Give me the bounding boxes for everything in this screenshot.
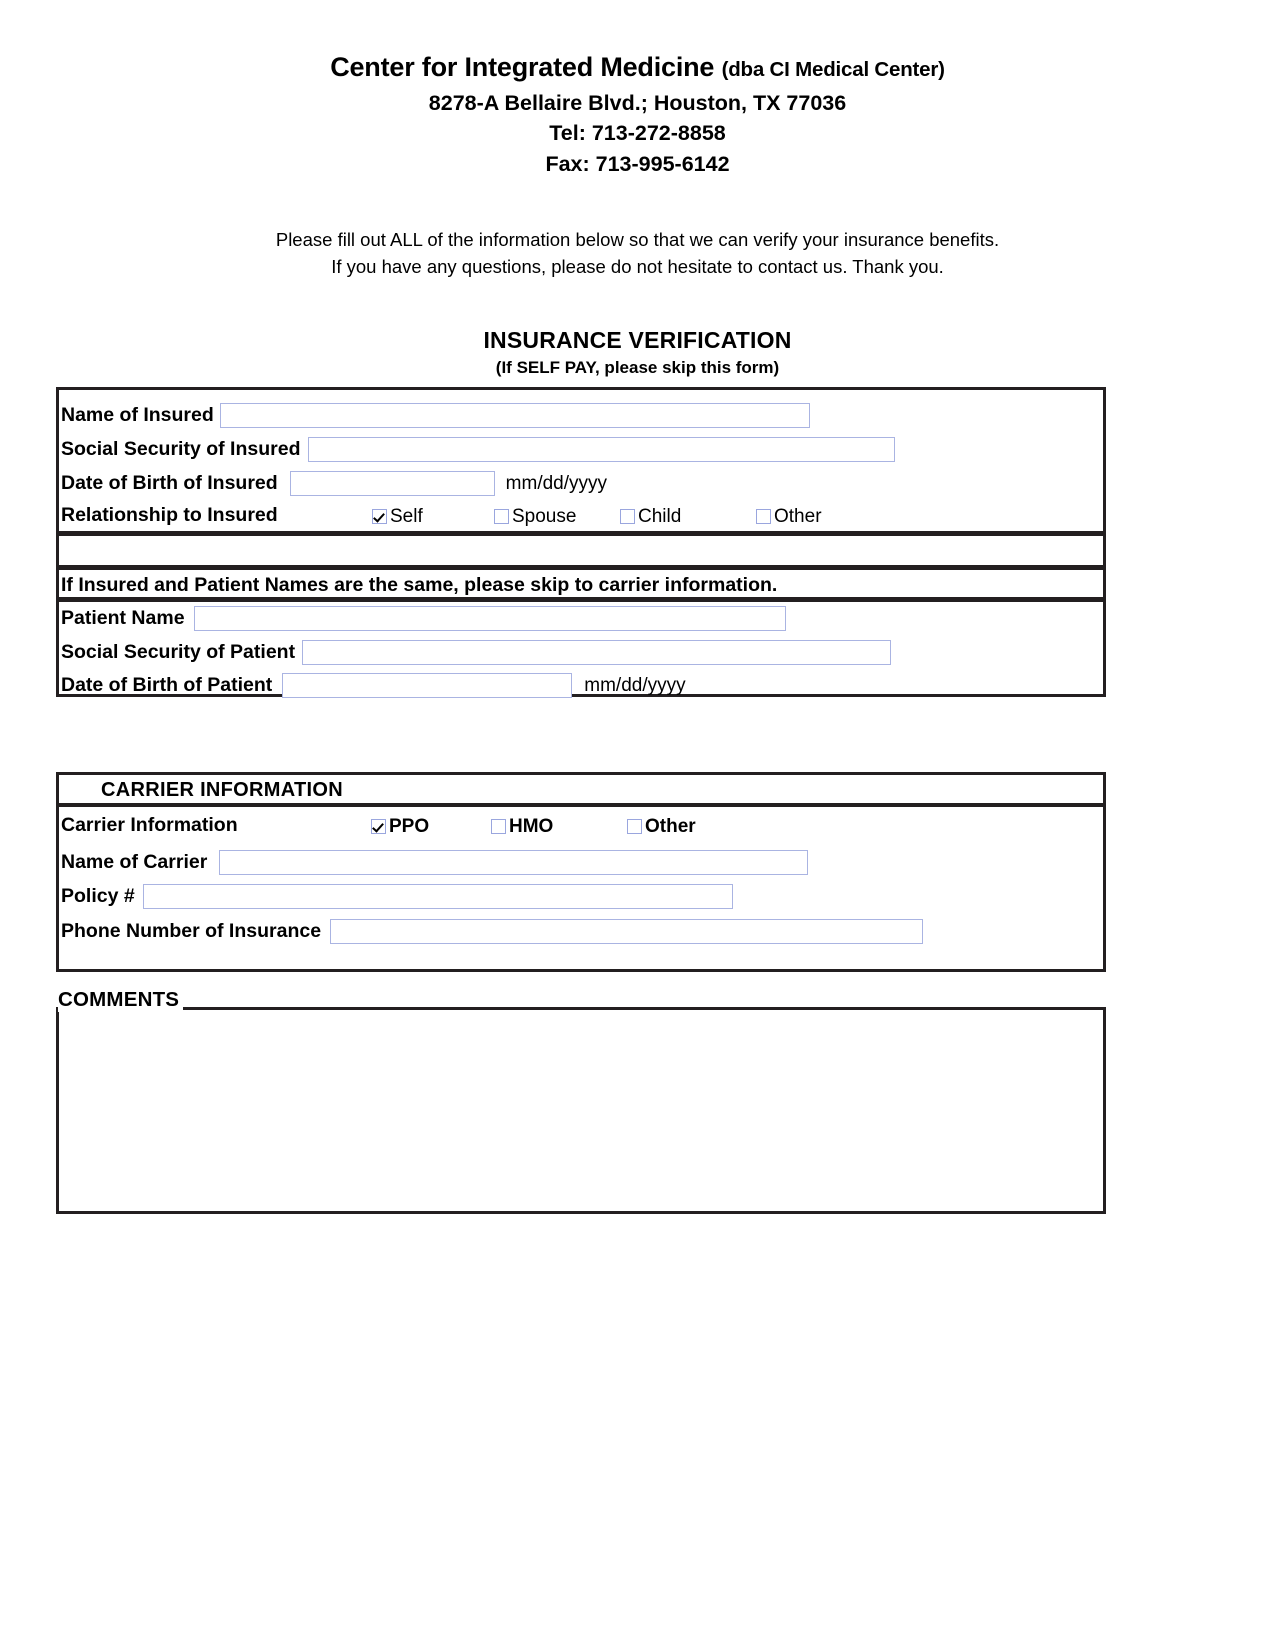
checkbox-child-icon[interactable]	[620, 509, 635, 524]
name-of-carrier-input[interactable]	[219, 850, 808, 875]
checkbox-hmo-icon[interactable]	[491, 819, 506, 834]
divider-below-relationship	[56, 531, 1106, 536]
checkbox-other-icon[interactable]	[756, 509, 771, 524]
relationship-option-self[interactable]	[372, 507, 423, 526]
field-row-carrier-type	[61, 816, 238, 836]
relationship-option-self-label: Self	[390, 506, 423, 527]
relationship-option-spouse-label: Spouse	[512, 506, 577, 527]
insurance-phone-label: Phone Number of Insurance	[61, 919, 322, 942]
relationship-option-child-label: Child	[638, 506, 682, 527]
carrier-type-option-ppo-label: PPO	[389, 816, 430, 837]
comments-label: COMMENTS	[58, 988, 183, 1012]
name-of-carrier-label: Name of Carrier	[61, 850, 208, 873]
checkbox-carrier-other-icon[interactable]	[627, 819, 642, 834]
carrier-type-label: Carrier Information	[61, 814, 238, 836]
field-row-name-of-carrier	[61, 850, 808, 875]
patient-dob-label: Date of Birth of Patient	[61, 673, 273, 696]
relationship-option-other-label: Other	[774, 506, 822, 527]
carrier-type-option-other[interactable]	[627, 817, 696, 836]
field-row-patient-ssn	[61, 640, 891, 665]
relationship-option-spouse[interactable]	[494, 507, 576, 526]
checkbox-ppo-icon[interactable]	[371, 819, 386, 834]
intro-line-2: If you have any questions, please do not hesitate to contact us. Thank you.	[331, 255, 944, 277]
patient-ssn-label: Social Security of Patient	[61, 640, 296, 663]
intro-paragraph	[0, 227, 1275, 280]
clinic-fax: Fax: 713-995-6142	[545, 151, 730, 176]
relationship-option-child[interactable]	[620, 507, 681, 526]
field-row-relationship-to-insured	[61, 506, 278, 526]
dob-of-insured-hint: mm/dd/yyyy	[505, 473, 608, 494]
patient-skip-notice: If Insured and Patient Names are the same, please skip to carrier information.	[61, 574, 778, 596]
ssn-of-insured-input[interactable]	[308, 437, 895, 462]
relationship-to-insured-label: Relationship to Insured	[61, 504, 278, 526]
insurance-phone-input[interactable]	[330, 919, 923, 944]
dob-of-insured-input[interactable]	[290, 471, 495, 496]
patient-ssn-input[interactable]	[302, 640, 891, 665]
relationship-option-other[interactable]	[756, 507, 822, 526]
page-subtitle: (If SELF PAY, please skip this form)	[495, 357, 780, 377]
page-title: INSURANCE VERIFICATION	[483, 326, 792, 353]
policy-number-input[interactable]	[143, 884, 733, 909]
carrier-type-option-ppo[interactable]	[371, 817, 429, 836]
field-row-ssn-of-insured	[61, 437, 895, 462]
clinic-telephone: Tel: 713-272-8858	[549, 121, 726, 146]
field-row-insurance-phone	[61, 919, 923, 944]
divider-below-carrier-heading	[56, 803, 1106, 807]
field-row-name-of-insured	[61, 403, 810, 428]
field-row-policy-number	[61, 884, 733, 909]
carrier-type-option-other-label: Other	[645, 816, 696, 837]
patient-name-label: Patient Name	[61, 606, 185, 629]
clinic-name: Center for Integrated Medicine	[330, 52, 715, 82]
field-row-patient-dob	[61, 673, 686, 698]
carrier-information-heading: CARRIER INFORMATION	[101, 779, 343, 801]
intro-line-1: Please fill out ALL of the information below so that we can verify your insurance benefits.	[275, 229, 1000, 251]
clinic-dba: (dba CI Medical Center)	[721, 58, 945, 81]
policy-number-label: Policy #	[61, 884, 135, 907]
clinic-address: 8278-A Bellaire Blvd.; Houston, TX 77036	[428, 90, 847, 115]
patient-name-input[interactable]	[194, 606, 786, 631]
checkbox-self-icon[interactable]	[372, 509, 387, 524]
name-of-insured-input[interactable]	[220, 403, 810, 428]
patient-dob-input[interactable]	[282, 673, 572, 698]
dob-of-insured-label: Date of Birth of Insured	[61, 471, 278, 494]
ssn-of-insured-label: Social Security of Insured	[61, 437, 301, 460]
divider-below-notice	[56, 597, 1106, 602]
divider-above-notice	[56, 565, 1106, 570]
comments-textarea[interactable]	[63, 1014, 1101, 1210]
carrier-type-option-hmo[interactable]	[491, 817, 553, 836]
field-row-patient-name	[61, 606, 786, 631]
name-of-insured-label: Name of Insured	[61, 403, 214, 426]
field-row-dob-of-insured	[61, 471, 607, 496]
clinic-header	[0, 0, 1275, 179]
patient-dob-hint: mm/dd/yyyy	[584, 675, 686, 696]
clinic-name-line	[0, 52, 1275, 84]
checkbox-spouse-icon[interactable]	[494, 509, 509, 524]
carrier-type-option-hmo-label: HMO	[509, 816, 554, 837]
